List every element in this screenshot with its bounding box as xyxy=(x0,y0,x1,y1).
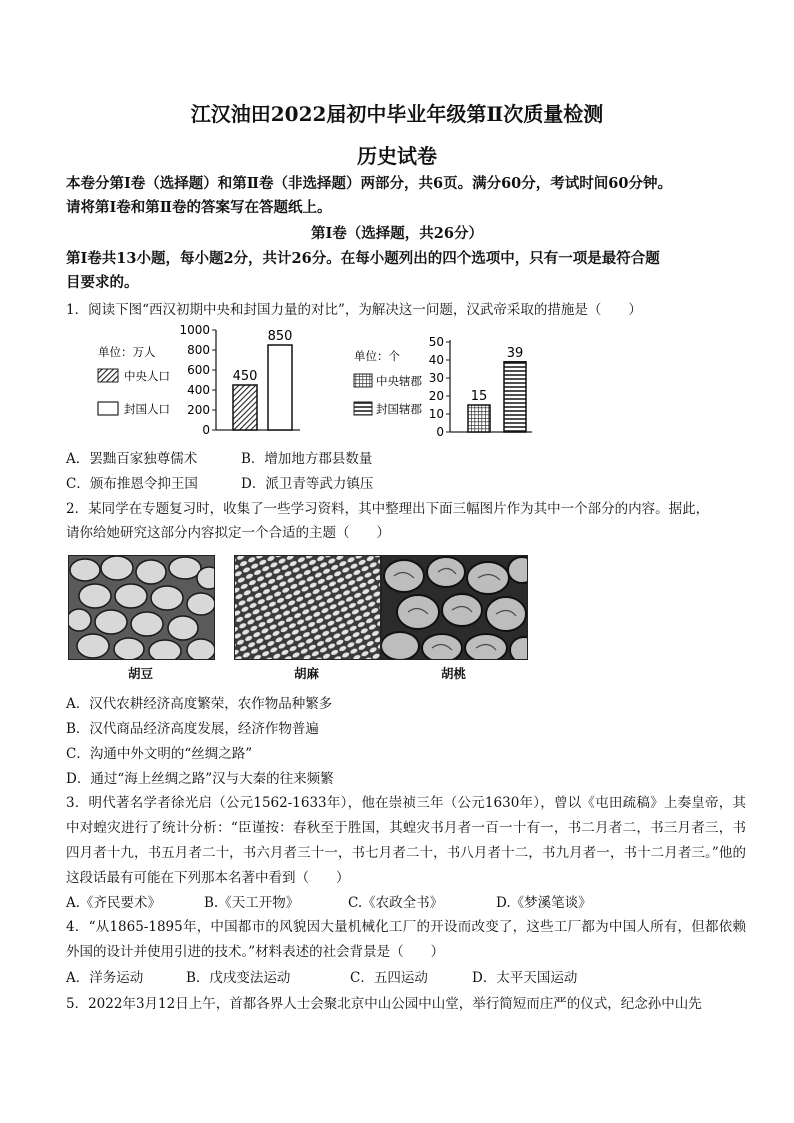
q4-option-d: D．太平天国运动 xyxy=(472,970,578,986)
q3-option-d: D.《梦溪笔谈》 xyxy=(496,895,592,911)
jun-tick-label: 10 xyxy=(428,407,444,421)
photo-sesame xyxy=(234,555,381,660)
q2-stem-line-2: 请你给她研究这部分内容拟定一个合适的主题（ ） xyxy=(66,525,390,541)
pop-bar-1 xyxy=(268,345,292,430)
jun-tick-label: 40 xyxy=(428,353,444,367)
section-heading: 第Ⅰ卷（选择题，共26分） xyxy=(311,225,483,242)
pop-legend-central: 中央人口 xyxy=(124,369,170,383)
exam-subtitle: 历史试卷 xyxy=(357,144,437,168)
q4-stem: 4．“从1865-1895年，中国都市的风貌因大量机械化工厂的开设而改变了，这些工厂都为中国人所有，但都依赖外国的设计并使用引进的技术。”材料表述的社会背景是（ ） xyxy=(66,919,746,960)
q2-option-a: A．汉代农耕经济高度繁荣，农作物品种繁多 xyxy=(66,696,333,712)
jun-legend-central: 中央辖郡 xyxy=(376,374,422,388)
photo-walnuts xyxy=(381,555,528,660)
pop-bar-0 xyxy=(233,385,257,430)
q1-option-d: D．派卫青等武力镇压 xyxy=(241,476,374,492)
q3-stem: 3．明代著名学者徐光启（公元1562-1633年），他在崇祯三年（公元1630年），曾以《屯田疏稿》上奏皇帝，其中对蝗灾进行了统计分析：“臣谨按：春秋至于胜国，其蝗灾书月者一百一十有一，书二月者二，书三月者三，书四月者十九，书五月者二十，书六月者三十一，书七月者二十，书八月者十二，书九月者一，书十二月者三。”他的这段话最有可能在下列那本名著中看到（ ） xyxy=(66,795,746,886)
jun-tick-label: 20 xyxy=(428,389,444,403)
pop-legend-swatch-central xyxy=(98,369,118,382)
jun-data-label-1: 39 xyxy=(506,345,524,361)
pop-data-label-0: 450 xyxy=(232,369,258,384)
jun-bars xyxy=(468,346,526,432)
jun-data-label-0: 15 xyxy=(470,389,488,404)
jun-legend-fief: 封国辖郡 xyxy=(376,402,422,416)
q4-option-a: A．洋务运动 xyxy=(66,970,144,986)
jun-bar-0 xyxy=(468,405,490,432)
q2-option-c: C．沟通中外文明的“丝绸之路” xyxy=(66,746,253,762)
pop-tick-label: 600 xyxy=(187,363,210,377)
section-note-line-2: 目要求的。 xyxy=(66,274,139,291)
q1-option-b: B．增加地方郡县数量 xyxy=(241,451,373,467)
q1-option-c: C．颁布推恩令抑王国 xyxy=(66,476,198,492)
commandery-bar-chart xyxy=(352,334,534,440)
jun-tick-label: 0 xyxy=(436,425,444,439)
jun-bar-1 xyxy=(504,362,526,432)
jun-tick-label: 30 xyxy=(428,371,444,385)
q4-option-b: B．戊戌变法运动 xyxy=(186,970,291,986)
exam-title: 江汉油田2022届初中毕业年级第Ⅱ次质量检测 xyxy=(190,102,604,126)
pop-tick-label: 800 xyxy=(187,343,210,357)
pop-unit-label: 单位：万人 xyxy=(98,345,156,359)
q3-option-c: C.《农政全书》 xyxy=(348,895,444,911)
pop-legend-swatch-fief xyxy=(98,402,118,415)
jun-unit-label: 单位：个 xyxy=(354,349,400,363)
jun-legend-swatch-fief xyxy=(354,402,372,415)
pop-legend-fief: 封国人口 xyxy=(124,402,170,416)
caption-sesame: 胡麻 xyxy=(293,666,319,681)
q3-option-b: B.《天工开物》 xyxy=(204,895,300,911)
caption-walnuts: 胡桃 xyxy=(440,666,466,681)
pop-tick-label: 1000 xyxy=(179,323,210,337)
pop-tick-label: 0 xyxy=(202,423,210,437)
photo-broad-beans xyxy=(68,555,215,660)
caption-broad-beans: 胡豆 xyxy=(127,666,153,681)
population-bar-chart xyxy=(92,322,304,440)
pop-data-label-1: 850 xyxy=(267,329,293,344)
section-note-line-1: 第Ⅰ卷共13小题，每小题2分，共计26分。在每小题列出的四个选项中，只有一项是最符合题 xyxy=(66,250,660,267)
q5-stem: 5．2022年3月12日上午，首都各界人士会聚北京中山公园中山堂，举行简短而庄严的仪式，纪念孙中山先 xyxy=(66,996,702,1012)
pop-bars xyxy=(233,329,293,430)
pop-tick-label: 200 xyxy=(187,403,210,417)
q2-stem-line-1: 2．某同学在专题复习时，收集了一些学习资料，其中整理出下面三幅图片作为其中一个部分的内容。据此， xyxy=(66,501,710,517)
q1-option-a: A．罢黜百家独尊儒术 xyxy=(66,451,198,467)
q3-option-a: A.《齐民要术》 xyxy=(66,895,162,911)
intro-line-1: 本卷分第Ⅰ卷（选择题）和第Ⅱ卷（非选择题）两部分，共6页。满分60分，考试时间60分钟。 xyxy=(66,175,672,192)
jun-y-ticks xyxy=(429,335,450,439)
jun-legend-swatch-central xyxy=(354,374,372,387)
q4-option-c: C．五四运动 xyxy=(350,970,428,986)
intro-line-2: 请将第Ⅰ卷和第Ⅱ卷的答案写在答题纸上。 xyxy=(66,199,332,216)
q1-stem: 1．阅读下图“西汉初期中央和封国力量的对比”，为解决这一问题，汉武帝采取的措施是（ ） xyxy=(66,302,642,318)
q2-option-d: D．通过“海上丝绸之路”汉与大秦的往来频繁 xyxy=(66,771,334,787)
pop-tick-label: 400 xyxy=(187,383,210,397)
jun-tick-label: 50 xyxy=(428,335,444,349)
pop-y-ticks xyxy=(179,323,216,437)
q2-option-b: B．汉代商品经济高度发展，经济作物普遍 xyxy=(66,721,319,737)
